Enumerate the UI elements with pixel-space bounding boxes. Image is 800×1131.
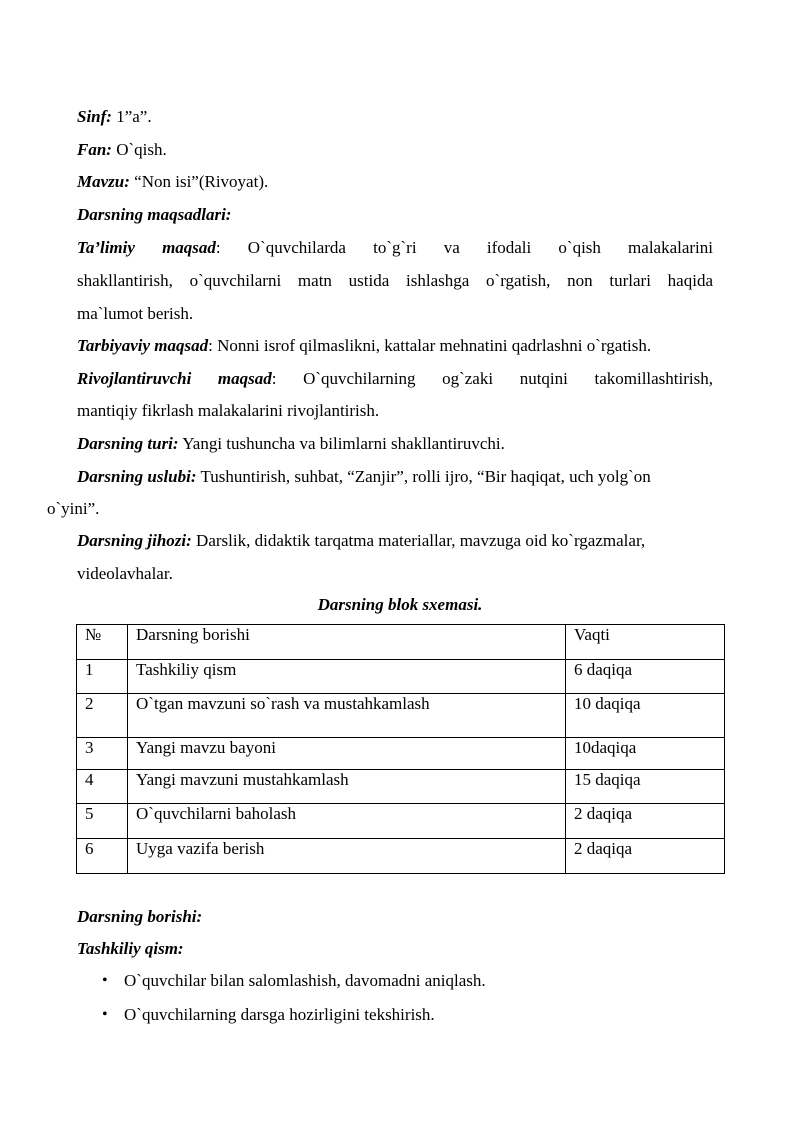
jihozi-line-2: videolavhalar. <box>77 564 173 583</box>
table-row <box>77 839 725 874</box>
row-number: 2 <box>77 694 128 738</box>
uslubi-label: Darsning uslubi: <box>77 467 197 486</box>
talimiy-line-2: shakllantirish, o`quvchilarni matn ustida ishlashga o`rgatish, non turlari haqida <box>77 271 713 290</box>
row-step: Yangi mavzu bayoni <box>128 738 566 770</box>
row-number: 1 <box>77 660 128 694</box>
fan-line <box>77 140 713 160</box>
mavzu-line <box>77 172 713 192</box>
rivojlantiruvchi-label: Rivojlantiruvchi maqsad <box>77 369 272 388</box>
sinf-label: Sinf: <box>77 107 112 126</box>
jihozi-text-1: Darslik, didaktik tarqatma materiallar, mavzuga oid ko`rgazmalar, <box>191 531 646 550</box>
fan-value: O`qish. <box>111 140 167 159</box>
sinf-line <box>77 107 713 127</box>
rivojlantiruvchi-line-1 <box>77 369 713 389</box>
talimiy-text-1: : O`quvchilarda to`g`ri va ifodali o`qish malakalarini <box>215 238 714 257</box>
tarbiyaviy-text: : Nonni isrof qilmaslikni, kattalar mehnatini qadrlashni o`rgatish. <box>208 336 652 355</box>
row-step: O`tgan mavzuni so`rash va mustahkamlash <box>128 694 566 738</box>
row-time: 10daqiqa <box>566 738 725 770</box>
mavzu-label: Mavzu: <box>77 172 130 191</box>
blok-sxema-title: Darsning blok sxemasi. <box>317 595 483 614</box>
header-vaqti: Vaqti <box>566 625 725 660</box>
turi-label: Darsning turi: <box>77 434 179 453</box>
jihozi-label: Darsning jihozi: <box>77 531 192 550</box>
row-number: 6 <box>77 839 128 874</box>
maqsadlar-title: Darsning maqsadlari: <box>77 205 232 224</box>
table-row <box>77 694 725 738</box>
row-number: 4 <box>77 770 128 804</box>
table-row <box>77 738 725 770</box>
turi-line <box>77 434 713 454</box>
bullet-icon: • <box>102 1006 108 1023</box>
row-time: 10 daqiqa <box>566 694 725 738</box>
row-step: Yangi mavzuni mustahkamlash <box>128 770 566 804</box>
row-step: O`quvchilarni baholash <box>128 804 566 839</box>
tashkiliy-title: Tashkiliy qism: <box>77 939 184 958</box>
row-time: 15 daqiqa <box>566 770 725 804</box>
blok-sxema-table <box>76 624 725 874</box>
borishi-title: Darsning borishi: <box>77 907 203 926</box>
uslubi-line-1 <box>77 467 713 487</box>
rivojlantiruvchi-line-2: mantiqiy fikrlash malakalarini rivojlantirish. <box>77 401 380 420</box>
tarbiyaviy-label: Tarbiyaviy maqsad <box>77 336 209 355</box>
row-step: Uyga vazifa berish <box>128 839 566 874</box>
uslubi-line-2: o`yini”. <box>47 499 100 518</box>
jihozi-line-1 <box>77 531 713 551</box>
list-item-text: O`quvchilarning darsga hozirligini tekshirish. <box>124 1005 435 1024</box>
fan-label: Fan: <box>77 140 112 159</box>
list-item-text: O`quvchilar bilan salomlashish, davomadni aniqlash. <box>124 971 486 990</box>
table-row <box>77 660 725 694</box>
row-step: Tashkiliy qism <box>128 660 566 694</box>
row-number: 3 <box>77 738 128 770</box>
talimiy-line-3: ma`lumot berish. <box>77 304 194 323</box>
row-time: 2 daqiqa <box>566 804 725 839</box>
row-number: 5 <box>77 804 128 839</box>
bullet-icon: • <box>102 972 108 989</box>
tarbiyaviy-line <box>77 336 713 356</box>
turi-text: Yangi tushuncha va bilimlarni shakllantiruvchi. <box>178 434 505 453</box>
talimiy-line-1 <box>77 238 713 258</box>
table-row <box>77 770 725 804</box>
sinf-value: 1”a”. <box>111 107 152 126</box>
header-borishi: Darsning borishi <box>128 625 566 660</box>
row-time: 6 daqiqa <box>566 660 725 694</box>
mavzu-value: “Non isi”(Rivoyat). <box>129 172 269 191</box>
row-time: 2 daqiqa <box>566 839 725 874</box>
table-header-row <box>77 625 725 660</box>
table-row <box>77 804 725 839</box>
uslubi-text-1: Tushuntirish, suhbat, “Zanjir”, rolli ijro, “Bir haqiqat, uch yolg`on <box>196 467 651 486</box>
talimiy-label: Ta’limiy maqsad <box>77 238 216 257</box>
header-number: № <box>77 625 128 660</box>
rivojlantiruvchi-text-1: : O`quvchilarning og`zaki nutqini takomillashtirish, <box>271 369 713 388</box>
